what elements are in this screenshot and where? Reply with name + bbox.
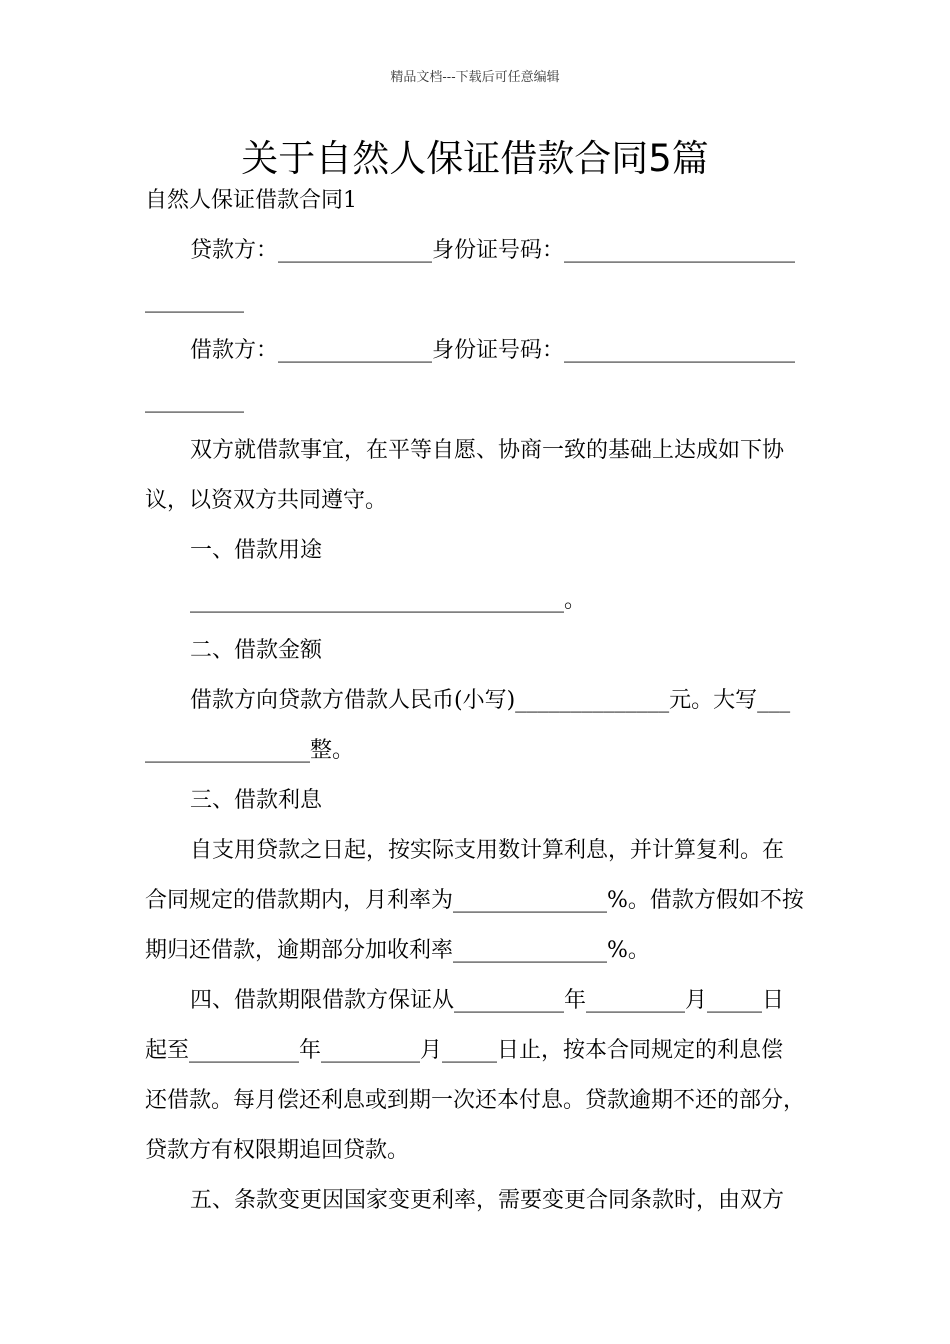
paragraph-line: 合同规定的借款期内，月利率为______________%。借款方假如不按: [145, 888, 804, 913]
section-heading: 二、借款金额: [190, 638, 323, 663]
paragraph-line: 五、条款变更因国家变更利率，需要变更合同条款时，由双方: [190, 1188, 785, 1213]
paragraph-line: 还借款。每月偿还利息或到期一次还本付息。贷款逾期不还的部分，: [145, 1088, 806, 1113]
borrower-line: 借款方：______________身份证号码：_____________________: [190, 338, 796, 363]
paragraph-line: 四、借款期限借款方保证从__________年_________月_____日: [190, 988, 785, 1013]
section-heading: 三、借款利息: [190, 788, 323, 813]
lender-line-cont: _________: [145, 288, 244, 313]
paragraph-line: 自支用贷款之日起，按实际支用数计算利息，并计算复利。在: [190, 838, 785, 863]
paragraph-line: 双方就借款事宜，在平等自愿、协商一致的基础上达成如下协: [190, 438, 785, 463]
paragraph-line: 借款方向贷款方借款人民币(小写)______________元。大写___: [190, 688, 791, 713]
paragraph-line: 议，以资双方共同遵守。: [145, 488, 388, 513]
page-header: 精品文档---下载后可任意编辑: [390, 70, 560, 85]
paragraph-line: 贷款方有权限期追回贷款。: [145, 1138, 410, 1163]
paragraph-line: 期归还借款，逾期部分加收利率______________%。: [145, 938, 650, 963]
section-heading: 一、借款用途: [190, 538, 323, 563]
borrower-line-cont: _________: [145, 388, 244, 413]
document-title: 关于自然人保证借款合同5篇: [241, 137, 709, 180]
lender-line: 贷款方：______________身份证号码：_____________________: [190, 238, 796, 263]
paragraph-line: 起至__________年_________月_____日止，按本合同规定的利息偿: [145, 1038, 784, 1063]
paragraph-line: _______________整。: [145, 738, 355, 763]
blank-line: __________________________________。: [190, 588, 587, 613]
subtitle: 自然人保证借款合同1: [145, 188, 357, 213]
